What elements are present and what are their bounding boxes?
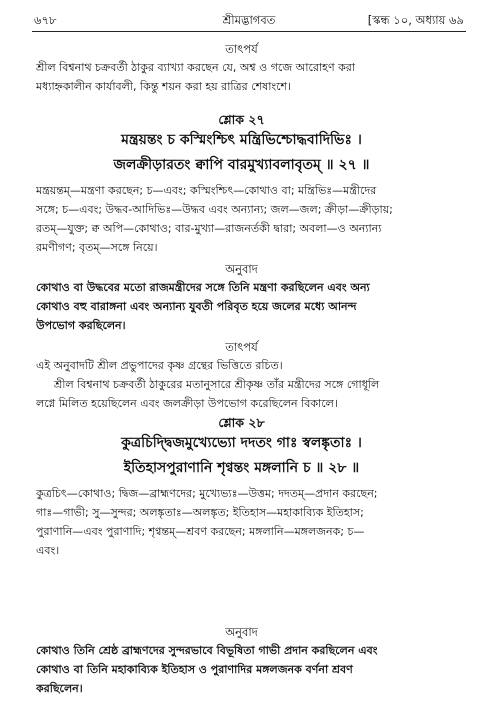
purport-heading: তাৎপর্য: [225, 340, 258, 354]
verse-line: ইতিহাসপুরাণানি শৃণ্বন্তং মঙ্গলানি চ ॥ ২৮ ॥: [123, 460, 360, 476]
synonym-line: কুত্রচিৎ—কোথাও; দ্বিজ—ব্রাহ্মণদের; মুখ্যেভ্যঃ—উত্তম; দদতম্—প্রদান করছেন;: [36, 487, 378, 500]
verse-number-label: শ্লোক ২৮: [218, 415, 265, 430]
synonyms: [36, 181, 466, 257]
synonym-line: সঙ্গে; চ—এবং; উদ্ধব-আদিভিঃ—উদ্ধব এবং অন্যান্য; জল—জল; ক্রীড়া—ক্রীড়ায়;: [36, 203, 393, 216]
translation: [36, 641, 466, 698]
verse-text: [0, 431, 483, 481]
verse-line: কুত্রচিদ্দ্বিজমুখ্যেভ্যো দদতং গাঃ স্বলঙ্কৃতাঃ ।: [121, 435, 362, 451]
purport-heading: তাৎপর্য: [225, 42, 258, 56]
text-line: শ্রীল বিশ্বনাথ চক্রবর্তী ঠাকুরের মতানুসারে শ্রীকৃষ্ণ তাঁর মন্ত্রীদের সঙ্গে গোধূলি: [54, 378, 380, 391]
synonym-line: এবং।: [36, 544, 60, 557]
translation-heading: অনুবাদ: [225, 625, 258, 639]
running-header: [34, 10, 464, 30]
translation-line: কোথাও বা উদ্ধবের মতো রাজমন্ত্রীদের সঙ্গে তিনি মন্ত্রণা করছিলেন এবং অন্য: [36, 281, 370, 294]
purport-paragraph: [36, 356, 466, 413]
translation-line: কোথাও বা তিনি মহাকাব্যিক ইতিহাস ও পুরাণাদির মঙ্গলজনক বর্ণনা শ্রবণ: [36, 663, 353, 676]
header-rule: [32, 31, 466, 32]
synonyms: [36, 484, 466, 560]
section-reference: [স্কন্ধ ১০, অধ্যায় ৬৯: [367, 13, 464, 27]
synonym-line: রতম্—যুক্ত; ক্ব অপি—কোথাও; বার-মুখ্যা—রাজনর্তকী দ্বারা; অবলা—ও অন্যান্য: [36, 222, 382, 235]
translation-line: উপভোগ করছিলেন।: [36, 319, 126, 332]
verse-number-label: শ্লোক ২৭: [218, 112, 265, 127]
page-number: ৬৭৮: [34, 13, 57, 27]
synonym-line: পুরাণানি—এবং পুরাণাদি; শৃণ্বন্তম্—শ্রবণ করছেন; মঙ্গলানি—মঙ্গলজনক; চ—: [36, 525, 365, 538]
translation-heading: অনুবাদ: [225, 262, 258, 276]
synonym-line: মন্ত্রয়ন্তম্—মন্ত্রণা করছেন; চ—এবং; কস্মিংশ্চিৎ—কোথাও বা; মন্ত্রিভিঃ—মন্ত্রীদের: [36, 184, 377, 197]
book-title: শ্রীমদ্ভাগবত: [222, 13, 276, 27]
translation-line: কোথাও বহু বারাঙ্গনা এবং অন্যান্য যুবতী পরিবৃত হয়ে জলের মধ্যে আনন্দ: [36, 300, 357, 313]
translation-line: করছিলেন।: [36, 682, 83, 695]
purport-paragraph: [36, 58, 466, 96]
synonym-line: গাঃ—গাভী; সু—সুন্দর; অলঙ্কৃতাঃ—অলঙ্কৃত; ইতিহাস—মহাকাব্যিক ইতিহাস;: [36, 506, 364, 519]
translation: [36, 278, 466, 335]
translation-line: কোথাও তিনি শ্রেষ্ঠ ব্রাহ্মণদের সুন্দরভাবে বিভূষিতা গাভী প্রদান করছিলেন এবং: [36, 644, 378, 657]
synonym-line: রমণীগণ; বৃতম্—সঙ্গে নিয়ে।: [36, 241, 158, 254]
verse-text: [0, 128, 483, 178]
text-line: লগ্নে মিলিত হয়েছিলেন এবং জলক্রীড়া উপভোগ করেছিলেন বিকালে।: [36, 397, 338, 410]
verse-line: মন্ত্রয়ন্তং চ কস্মিংশ্চিৎ মন্ত্রিভিশ্চোদ্ধবাদিভিঃ ।: [121, 132, 362, 148]
text-line: মধ্যাহ্নকালীন কার্যাবলী, কিন্তু শয়ন করা হয় রাত্রির শেষাংশে।: [36, 80, 291, 93]
text-line: এই অনুবাদটি শ্রীল প্রভুপাদের কৃষ্ণ গ্রন্থের ভিত্তিতে রচিত।: [36, 359, 283, 372]
text-line: শ্রীল বিশ্বনাথ চক্রবর্তী ঠাকুর ব্যাখ্যা করছেন যে, অশ্ব ও গজে আরোহণ করা: [36, 61, 356, 74]
verse-line: জলক্রীড়ারতং ক্বাপি বারমুখ্যাবলাবৃতম্ ॥ ২৭ ॥: [113, 157, 370, 173]
